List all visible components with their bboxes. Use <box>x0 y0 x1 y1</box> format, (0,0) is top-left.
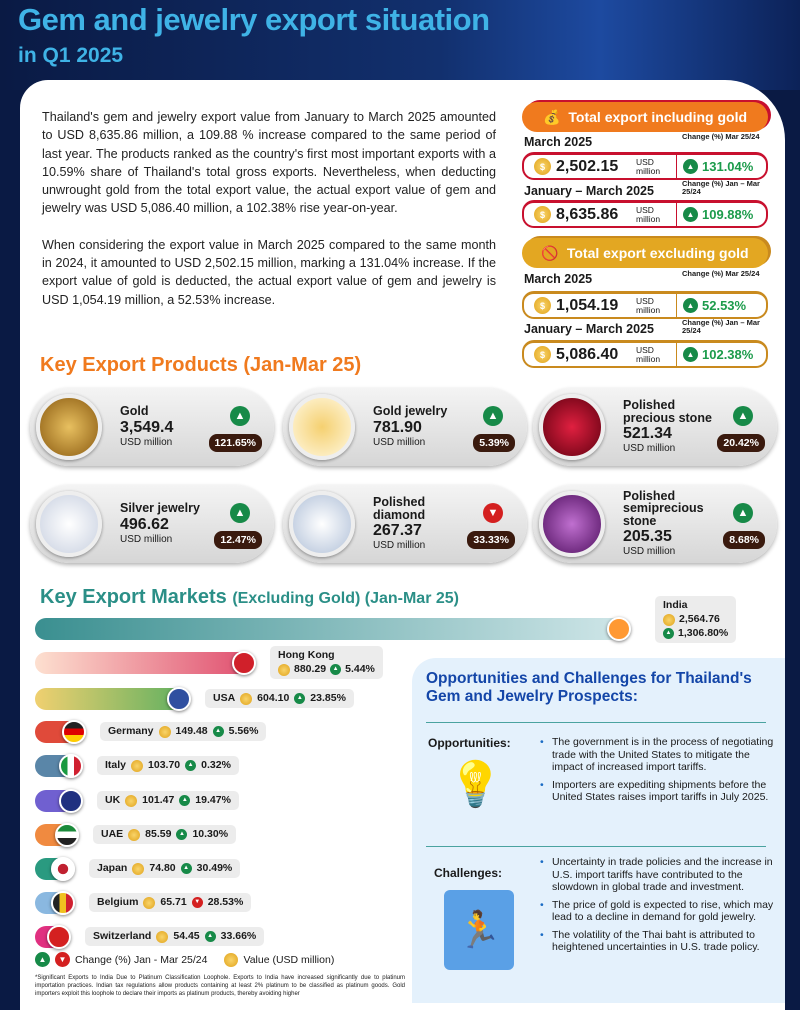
market-value: 101.47 <box>142 794 175 806</box>
total-excluding-gold-header: 🚫 Total export excluding gold <box>522 238 768 268</box>
flag-icon <box>167 687 191 711</box>
up-arrow-icon: ▲ <box>179 795 190 806</box>
market-change: 19.47% <box>195 794 231 806</box>
product-text <box>120 485 215 563</box>
product-card <box>283 485 527 563</box>
product-text <box>373 485 468 563</box>
intro-paragraph-2: When considering the export value in March 2025 compared to the same month in 2024, it amounted to USD 2,502.15 million, marking a 131.04% increase. If the export value of gold is deducted, the actual export value of gem and jewelry is USD 1,054.19 million, a 52.53% increase. <box>42 237 496 307</box>
market-name: Hong Kong <box>278 649 335 661</box>
product-value: 3,549.4 <box>120 418 174 436</box>
market-name: UK <box>105 794 121 806</box>
market-value: 103.70 <box>148 759 181 771</box>
list-item: • Importers are expediting shipments before the United States raises import tariffs in July 2025. <box>540 779 778 804</box>
legend: ▲ ▼ Change (%) Jan - Mar 25/24 Value (USD million) <box>35 952 334 967</box>
product-change: 33.33% <box>467 531 515 549</box>
product-value: 205.35 <box>623 528 672 546</box>
product-card <box>30 388 274 466</box>
coin-icon <box>224 953 238 967</box>
coin-icon <box>132 863 144 875</box>
product-change: 121.65% <box>209 434 262 452</box>
product-change: 12.47% <box>214 531 262 549</box>
up-arrow-icon: ▲ <box>733 406 753 426</box>
up-arrow-icon: ▲ <box>35 952 50 967</box>
product-change: 8.68% <box>723 531 765 549</box>
value-box: $ 8,635.86 USD million ▲ 109.88% <box>522 200 768 228</box>
value-box: $ 2,502.15 USD million ▲ 131.04% <box>522 152 768 180</box>
product-name: Silver jewelry <box>120 501 200 516</box>
market-name: Italy <box>105 759 127 771</box>
up-arrow-icon: ▲ <box>733 503 753 523</box>
product-value: 521.34 <box>623 425 672 442</box>
market-value: 74.80 <box>149 862 176 874</box>
change-label: Change (%) Jan – Mar 25/24 <box>682 318 760 335</box>
product-unit: USD million <box>120 436 173 448</box>
total-including-gold-header: 💰 Total export including gold <box>522 102 768 132</box>
products-section-title: Key Export Products (Jan-Mar 25) <box>40 354 362 376</box>
product-card <box>533 388 777 466</box>
coin-icon: $ <box>534 346 551 363</box>
market-name: Japan <box>97 862 128 874</box>
value-box: $ 5,086.40 USD million ▲ 102.38% <box>522 340 768 368</box>
market-change: 5.56% <box>228 725 259 737</box>
up-arrow-icon: ▲ <box>683 159 698 174</box>
up-arrow-icon: ▲ <box>205 931 216 942</box>
value-box: $ 1,054.19 USD million ▲ 52.53% <box>522 291 768 319</box>
product-unit: USD million <box>120 533 173 545</box>
market-label <box>205 689 354 708</box>
market-label <box>97 756 239 775</box>
product-text <box>120 388 215 466</box>
up-arrow-icon: ▲ <box>213 726 224 737</box>
market-label <box>93 825 236 844</box>
product-name: Polished precious stone <box>623 398 712 425</box>
product-unit: USD million <box>373 436 426 448</box>
down-arrow-icon: ▼ <box>192 897 203 908</box>
product-value: 781.90 <box>373 418 422 436</box>
market-label: India 2,564.76 ▲ 1,306.80% <box>655 596 736 643</box>
outlook-panel <box>412 658 785 1003</box>
market-name: Belgium <box>97 896 139 908</box>
market-label <box>97 791 239 810</box>
market-name: India <box>663 599 688 611</box>
coin-icon <box>156 931 168 943</box>
product-value: 496.62 <box>120 515 169 533</box>
market-value: 85.59 <box>145 828 172 840</box>
market-label <box>89 893 251 912</box>
flag-icon <box>607 617 631 641</box>
product-unit: USD million <box>623 546 676 558</box>
market-label <box>85 927 264 946</box>
product-name: Polished semiprecious stone <box>623 488 704 528</box>
up-arrow-icon: ▲ <box>181 863 192 874</box>
down-arrow-icon: ▼ <box>55 952 70 967</box>
coin-icon <box>125 795 137 807</box>
market-value: 54.45 <box>173 930 200 942</box>
coin-icon <box>278 664 290 676</box>
up-arrow-icon: ▲ <box>663 628 674 639</box>
product-card <box>533 485 777 563</box>
coin-icon: $ <box>534 158 551 175</box>
opportunities-list <box>540 736 778 809</box>
product-change: 5.39% <box>473 434 515 452</box>
market-change: 23.85% <box>310 692 346 704</box>
market-label: Hong Kong 880.29 ▲ 5.44% <box>270 646 383 679</box>
flag-icon <box>55 823 79 847</box>
divider <box>426 846 766 847</box>
market-name: Switzerland <box>93 930 152 942</box>
product-image <box>539 491 605 557</box>
page-title: Gem and jewelry export situation <box>18 2 490 37</box>
breakthrough-person-icon: 🏃 <box>444 890 514 970</box>
outlook-title: Opportunities and Challenges for Thailand's Gem and Jewelry Prospects: <box>426 670 752 705</box>
market-name: USA <box>213 692 236 704</box>
period-label: March 2025 <box>524 272 593 286</box>
up-arrow-icon: ▲ <box>185 760 196 771</box>
money-bag-icon: 💰 <box>542 108 561 125</box>
no-gold-icon: 🚫 <box>541 244 559 261</box>
flag-icon <box>47 925 71 949</box>
market-bar <box>35 688 185 710</box>
coin-icon <box>159 726 171 738</box>
coin-icon: $ <box>534 297 551 314</box>
coin-icon <box>143 897 155 909</box>
coin-icon <box>663 614 675 626</box>
coin-icon: $ <box>534 206 551 223</box>
product-image <box>289 394 355 460</box>
market-bar <box>35 618 625 640</box>
flag-icon <box>62 720 86 744</box>
market-value: 149.48 <box>175 725 208 737</box>
period-label: March 2025 <box>524 135 593 149</box>
footnote: *Significant Exports to India Due to Platinum Classification Loophole. Exports to India have increased significantly due to platinum importation practices. Indian tax regulations allow products containing at least 2% platinum to be classified as platinum goods. Gold importers exploit this loophole to declare their imports as platinum products, thereby avoiding higher <box>35 975 405 997</box>
list-item: • The price of gold is expected to rise, which may lead to a decline in demand for gold jewelry. <box>540 899 778 924</box>
product-text <box>623 388 718 466</box>
flag-icon <box>59 789 83 813</box>
market-change: 33.66% <box>220 930 257 942</box>
up-arrow-icon: ▲ <box>176 829 187 840</box>
challenges-list <box>540 856 778 959</box>
change-label: Change (%) Mar 25/24 <box>682 269 760 278</box>
opportunities-label: Opportunities: <box>428 736 511 750</box>
product-image <box>36 491 102 557</box>
down-arrow-icon: ▼ <box>483 503 503 523</box>
change-label: Change (%) Mar 25/24 <box>682 132 760 141</box>
product-image <box>36 394 102 460</box>
product-card <box>283 388 527 466</box>
change-label: Change (%) Jan – Mar 25/24 <box>682 179 760 196</box>
header-banner <box>0 0 800 90</box>
market-value: 65.71 <box>160 896 187 908</box>
up-arrow-icon: ▲ <box>294 693 305 704</box>
intro-paragraph-1: Thailand's gem and jewelry export value from January to March 2025 amounted to USD 8,635.86 million, a 109.88 % increase compared to the same period of last year. The products ranked as the country's first most important exports with a 10.59% share of Thailand's total gross exports. Nevertheless, when deducting unwrought gold from the total export value, the actual export value of gem and jewelry was USD 5,086.40 million, a 102.38% rise year-on-year. <box>42 110 496 216</box>
product-name: Polished diamond <box>373 495 426 522</box>
period-label: January – March 2025 <box>524 184 654 198</box>
period-label: January – March 2025 <box>524 322 654 336</box>
product-change: 20.42% <box>717 434 765 452</box>
list-item: • The volatility of the Thai baht is attributed to heightened uncertainties in U.S. trade policy. <box>540 929 778 954</box>
up-arrow-icon: ▲ <box>230 503 250 523</box>
flag-icon <box>59 754 83 778</box>
intro-text <box>42 108 496 309</box>
markets-section-title: Key Export Markets (Excluding Gold) (Jan-Mar 25) <box>40 586 459 608</box>
page-subtitle: in Q1 2025 <box>18 44 124 67</box>
product-value: 267.37 <box>373 522 422 539</box>
product-unit: USD million <box>623 443 676 454</box>
up-arrow-icon: ▲ <box>483 406 503 426</box>
up-arrow-icon: ▲ <box>330 664 341 675</box>
list-item: • Uncertainty in trade policies and the increase in U.S. import tariffs have contributed to the slowdown in global trade and investment. <box>540 856 778 894</box>
market-name: UAE <box>101 828 124 840</box>
product-unit: USD million <box>373 540 426 551</box>
up-arrow-icon: ▲ <box>230 406 250 426</box>
product-name: Gold jewelry <box>373 404 448 419</box>
product-image <box>539 394 605 460</box>
flag-icon <box>51 857 75 881</box>
coin-icon <box>128 829 140 841</box>
market-label <box>89 859 240 878</box>
market-label <box>100 722 266 741</box>
market-change: 10.30% <box>192 828 229 840</box>
up-arrow-icon: ▲ <box>683 207 698 222</box>
market-change: 28.53% <box>207 896 244 908</box>
market-change: 0.32% <box>201 759 231 771</box>
product-text <box>373 388 468 466</box>
up-arrow-icon: ▲ <box>683 298 698 313</box>
coin-icon <box>240 693 252 705</box>
divider <box>426 722 766 723</box>
product-image <box>289 491 355 557</box>
product-text <box>623 485 718 563</box>
up-arrow-icon: ▲ <box>683 347 698 362</box>
product-name: Gold <box>120 404 149 419</box>
flag-icon <box>51 891 75 915</box>
product-card <box>30 485 274 563</box>
lightbulb-box-icon: 💡 <box>448 760 503 809</box>
market-value: 604.10 <box>257 692 290 704</box>
challenges-label: Challenges: <box>434 866 503 880</box>
flag-icon <box>232 651 256 675</box>
market-bar <box>35 652 250 674</box>
market-name: Germany <box>108 725 154 737</box>
market-change: 30.49% <box>196 862 233 874</box>
list-item: • The government is in the process of negotiating trade with the United States to mitigate the impact of increased import tariffs. <box>540 736 778 774</box>
coin-icon <box>131 760 143 772</box>
